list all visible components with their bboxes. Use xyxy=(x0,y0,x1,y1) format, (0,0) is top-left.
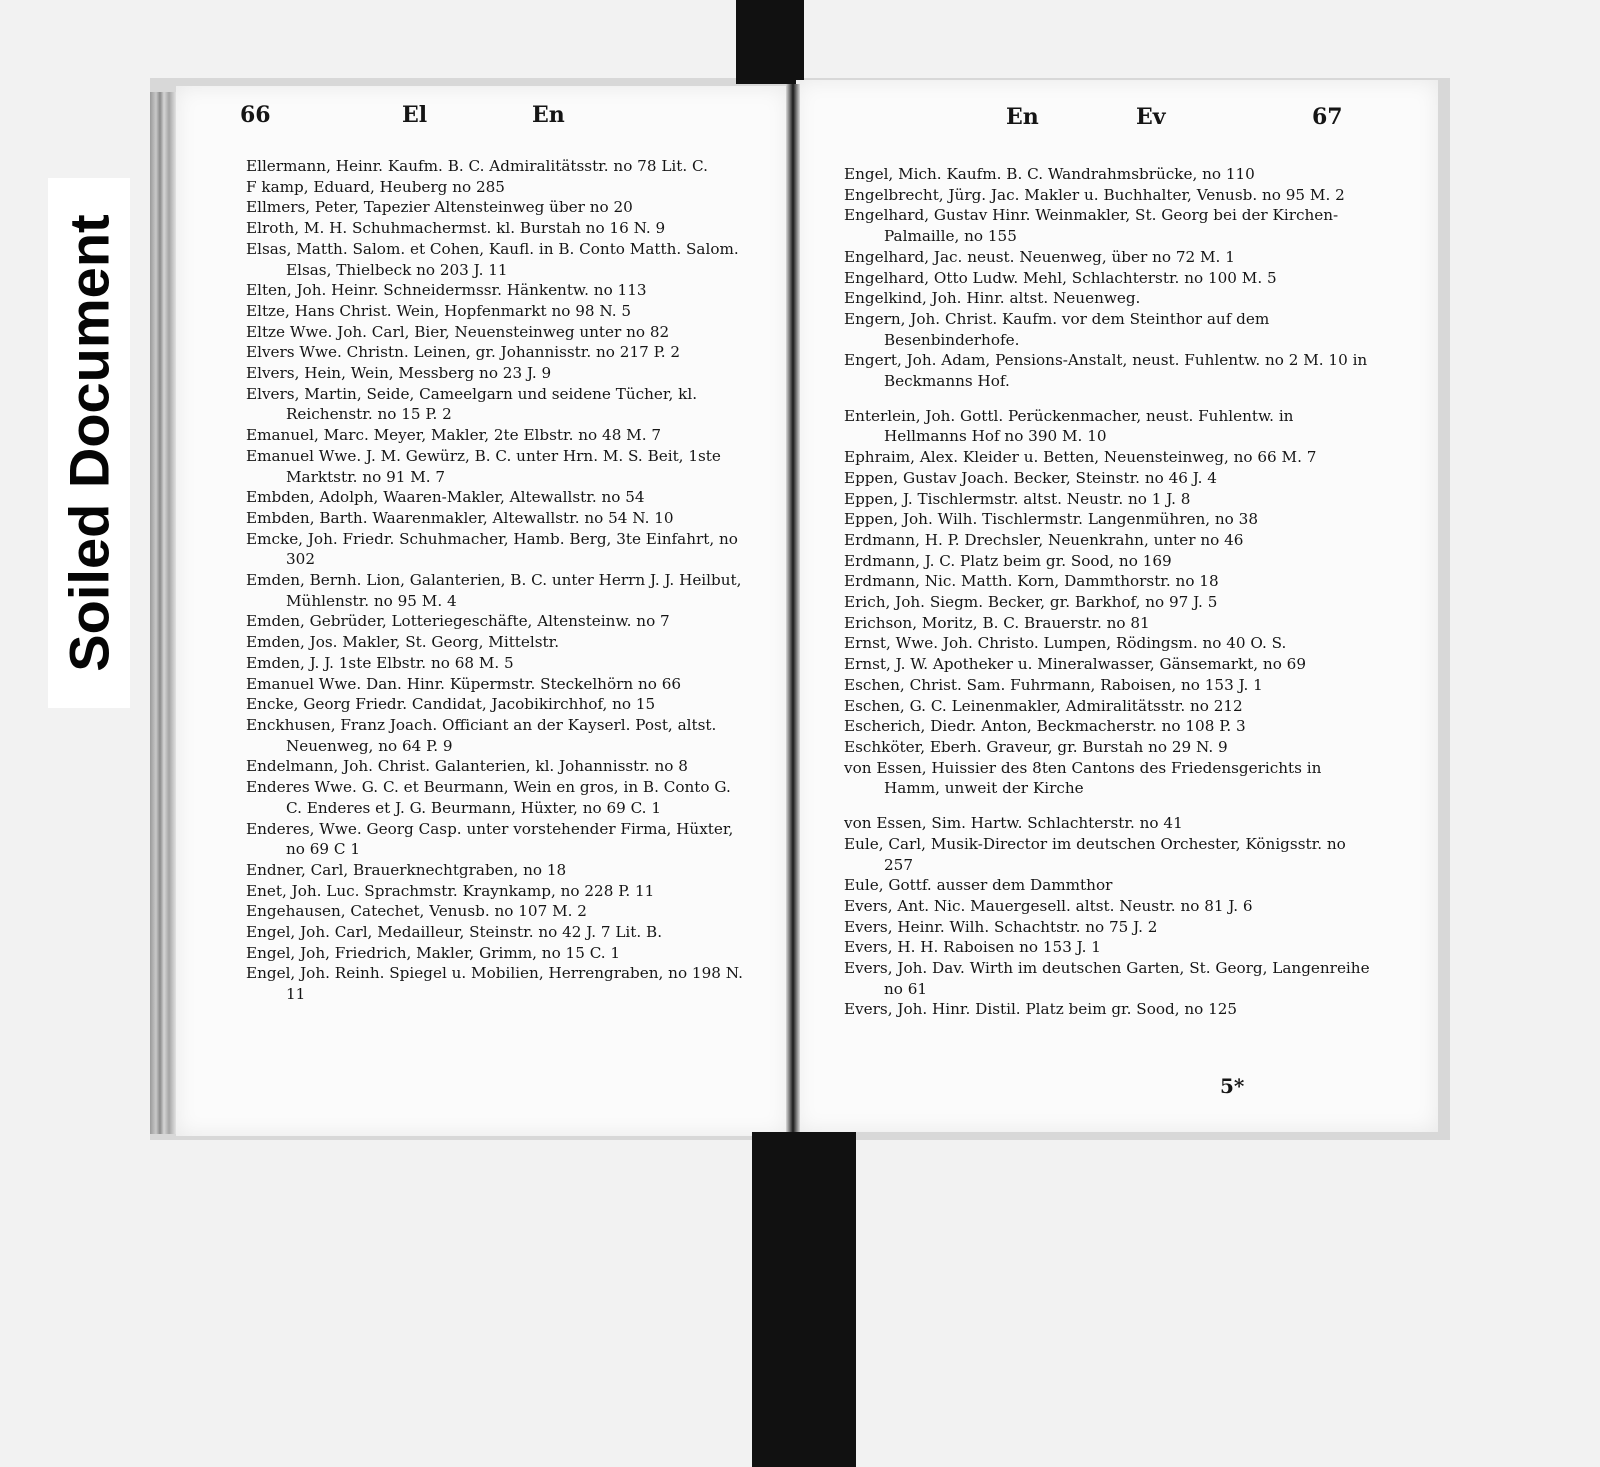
directory-entry: Engel, Joh, Friedrich, Makler, Grimm, no 15 C. 1 xyxy=(246,943,621,962)
binding-strap-top xyxy=(736,0,804,84)
directory-entry: Elvers, Martin, Seide, Cameelgarn und seidene Tücher, kl. Reichenstr. no 15 P. 2 xyxy=(246,384,698,424)
page-header-left xyxy=(176,102,788,138)
directory-entry: Engelhard, Otto Ludw. Mehl, Schlachterstr. no 100 M. 5 xyxy=(844,268,1277,287)
directory-entry: Engel, Mich. Kaufm. B. C. Wandrahmsbrücke, no 110 xyxy=(844,165,1255,183)
directory-entries-right xyxy=(844,164,1372,1020)
header-last-key: Ev xyxy=(1136,104,1166,130)
page-66 xyxy=(176,86,788,1136)
directory-entry: Engelhard, Jac. neust. Neuenweg, über no 72 M. 1 xyxy=(844,247,1235,266)
directory-entry: Emanuel Wwe. Dan. Hinr. Küpermstr. Steckelhörn no 66 xyxy=(246,674,682,693)
directory-entry: Eppen, Gustav Joach. Becker, Steinstr. no 46 J. 4 xyxy=(844,468,1217,487)
directory-entry: Emden, J. J. 1ste Elbstr. no 68 M. 5 xyxy=(246,653,514,672)
directory-entry: Emden, Bernh. Lion, Galanterien, B. C. unter Herrn J. J. Heilbut, Mühlenstr. no 95 M. 4 xyxy=(246,571,742,610)
directory-entry: Enderes Wwe. G. C. et Beurmann, Wein en gros, in B. Conto G. C. Enderes et J. G. Beurmann, Hüxter, no 69 C. 1 xyxy=(246,778,731,817)
header-first-key: El xyxy=(402,102,428,128)
directory-entry: Eschen, G. C. Leinenmakler, Admiralitätsstr. no 212 xyxy=(844,696,1243,715)
page-67 xyxy=(796,80,1438,1132)
directory-entries-left xyxy=(246,156,746,1005)
directory-entry: Engern, Joh. Christ. Kaufm. vor dem Steinthor auf dem Besenbinderhofe. xyxy=(844,309,1270,349)
page-number: 67 xyxy=(1312,104,1343,130)
directory-entry: Evers, Joh. Dav. Wirth im deutschen Garten, St. Georg, Langenreihe no 61 xyxy=(844,959,1370,998)
directory-entry: Evers, H. H. Raboisen no 153 J. 1 xyxy=(844,938,1101,957)
directory-entry: Embden, Adolph, Waaren-Makler, Altewallstr. no 54 xyxy=(246,488,645,507)
directory-entry: von Essen, Huissier des 8ten Cantons des Friedensgerichts in Hamm, unweit der Kirche xyxy=(844,758,1322,798)
directory-entry: Eule, Gottf. ausser dem Dammthor xyxy=(844,876,1113,895)
directory-entry: Emden, Gebrüder, Lotteriegeschäfte, Altensteinw. no 7 xyxy=(246,612,670,631)
binding-strap-bottom xyxy=(752,1132,856,1467)
directory-entry: Enderes, Wwe. Georg Casp. unter vorstehender Firma, Hüxter, no 69 C 1 xyxy=(246,819,734,859)
directory-entry: Elsas, Matth. Salom. et Cohen, Kaufl. in B. Conto Matth. Salom. Elsas, Thielbeck no 203 J. 11 xyxy=(246,239,739,279)
directory-entry: Enterlein, Joh. Gottl. Perückenmacher, neust. Fuhlentw. in Hellmanns Hof no 390 M. 10 xyxy=(844,406,1294,446)
directory-entry: Ellermann, Heinr. Kaufm. B. C. Admiralitätsstr. no 78 Lit. C. xyxy=(246,157,708,175)
directory-entry: Erdmann, Nic. Matth. Korn, Dammthorstr. no 18 xyxy=(844,572,1219,591)
directory-entry: Emden, Jos. Makler, St. Georg, Mittelstr. xyxy=(246,633,560,652)
directory-entry: Emanuel Wwe. J. M. Gewürz, B. C. unter Hrn. M. S. Beit, 1ste Marktstr. no 91 M. 7 xyxy=(246,446,721,486)
book-gutter xyxy=(786,84,800,1134)
directory-entry: Erdmann, H. P. Drechsler, Neuenkrahn, unter no 46 xyxy=(844,530,1244,549)
directory-entry: Eltze, Hans Christ. Wein, Hopfenmarkt no 98 N. 5 xyxy=(246,301,632,320)
directory-entry: Elvers Wwe. Christn. Leinen, gr. Johannisstr. no 217 P. 2 xyxy=(246,343,681,362)
directory-entry: Eltze Wwe. Joh. Carl, Bier, Neuensteinweg unter no 82 xyxy=(246,322,670,341)
directory-entry: Evers, Ant. Nic. Mauergesell. altst. Neustr. no 81 J. 6 xyxy=(844,896,1253,915)
directory-entry: Evers, Joh. Hinr. Distil. Platz beim gr. Sood, no 125 xyxy=(844,1000,1238,1019)
directory-entry: Eppen, J. Tischlermstr. altst. Neustr. no 1 J. 8 xyxy=(844,489,1191,508)
directory-entry: Embden, Barth. Waarenmakler, Altewallstr. no 54 N. 10 xyxy=(246,508,674,527)
directory-entry: Eppen, Joh. Wilh. Tischlermstr. Langenmühren, no 38 xyxy=(844,510,1258,529)
directory-entry: Eschköter, Eberh. Graveur, gr. Burstah no 29 N. 9 xyxy=(844,737,1228,756)
directory-entry: Engelbrecht, Jürg. Jac. Makler u. Buchhalter, Venusb. no 95 M. 2 xyxy=(844,185,1345,204)
directory-entry: Escherich, Diedr. Anton, Beckmacherstr. no 108 P. 3 xyxy=(844,717,1246,736)
page-block-edge xyxy=(150,92,176,1134)
directory-entry: Elroth, M. H. Schuhmachermst. kl. Burstah no 16 N. 9 xyxy=(246,219,666,238)
directory-entry: Engert, Joh. Adam, Pensions-Anstalt, neust. Fuhlentw. no 2 M. 10 in Beckmanns Hof. xyxy=(844,351,1368,391)
directory-entry: Elten, Joh. Heinr. Schneidermssr. Hänkentw. no 113 xyxy=(246,281,647,300)
directory-entry: Emanuel, Marc. Meyer, Makler, 2te Elbstr. no 48 M. 7 xyxy=(246,426,662,445)
directory-entry: Encke, Georg Friedr. Candidat, Jacobikirchhof, no 15 xyxy=(246,695,656,714)
directory-entry: Evers, Heinr. Wilh. Schachtstr. no 75 J. 2 xyxy=(844,917,1158,936)
directory-entry: Engel, Joh. Reinh. Spiegel u. Mobilien, Herrengraben, no 198 N. 11 xyxy=(246,964,743,1004)
directory-entry: Engelkind, Joh. Hinr. altst. Neuenweg. xyxy=(844,289,1141,308)
directory-entry: Erich, Joh. Siegm. Becker, gr. Barkhof, no 97 J. 5 xyxy=(844,593,1218,612)
directory-entry: Eule, Carl, Musik-Director im deutschen Orchester, Königsstr. no 257 xyxy=(844,834,1346,874)
directory-entry: Elvers, Hein, Wein, Messberg no 23 J. 9 xyxy=(246,364,552,383)
directory-entry: Endelmann, Joh. Christ. Galanterien, kl. Johannisstr. no 8 xyxy=(246,757,688,776)
page-number: 66 xyxy=(240,102,271,128)
signature-mark: 5* xyxy=(1220,1074,1245,1098)
stamp-label: Soiled Document xyxy=(57,214,121,672)
directory-entry: F kamp, Eduard, Heuberg no 285 xyxy=(246,177,505,196)
directory-entry: Engel, Joh. Carl, Medailleur, Steinstr. no 42 J. 7 Lit. B. xyxy=(246,923,663,942)
page-header-right xyxy=(796,104,1438,140)
directory-entry: Enckhusen, Franz Joach. Officiant an der Kayserl. Post, altst. Neuenweg, no 64 P. 9 xyxy=(246,715,717,755)
directory-entry: Engehausen, Catechet, Venusb. no 107 M. 2 xyxy=(246,902,587,921)
directory-entry: Engelhard, Gustav Hinr. Weinmakler, St. Georg bei der Kirchen-Palmaille, no 155 xyxy=(844,206,1339,246)
directory-entry: Ephraim, Alex. Kleider u. Betten, Neuensteinweg, no 66 M. 7 xyxy=(844,448,1317,467)
directory-entry: Endner, Carl, Brauerknechtgraben, no 18 xyxy=(246,860,567,879)
directory-entry: Ernst, Wwe. Joh. Christo. Lumpen, Rödingsm. no 40 O. S. xyxy=(844,634,1287,653)
directory-entry: Enet, Joh. Luc. Sprachmstr. Kraynkamp, no 228 P. 11 xyxy=(246,881,655,900)
directory-entry: Erichson, Moritz, B. C. Brauerstr. no 81 xyxy=(844,613,1150,632)
directory-entry: Ellmers, Peter, Tapezier Altensteinweg über no 20 xyxy=(246,198,633,217)
directory-entry: Ernst, J. W. Apotheker u. Mineralwasser, Gänsemarkt, no 69 xyxy=(844,655,1307,674)
header-first-key: En xyxy=(1006,104,1039,130)
directory-entry: Emcke, Joh. Friedr. Schuhmacher, Hamb. Berg, 3te Einfahrt, no 302 xyxy=(246,529,738,569)
header-last-key: En xyxy=(532,102,565,128)
directory-entry: Eschen, Christ. Sam. Fuhrmann, Raboisen, no 153 J. 1 xyxy=(844,675,1263,694)
directory-entry: von Essen, Sim. Hartw. Schlachterstr. no 41 xyxy=(844,814,1183,833)
directory-entry: Erdmann, J. C. Platz beim gr. Sood, no 169 xyxy=(844,551,1172,570)
